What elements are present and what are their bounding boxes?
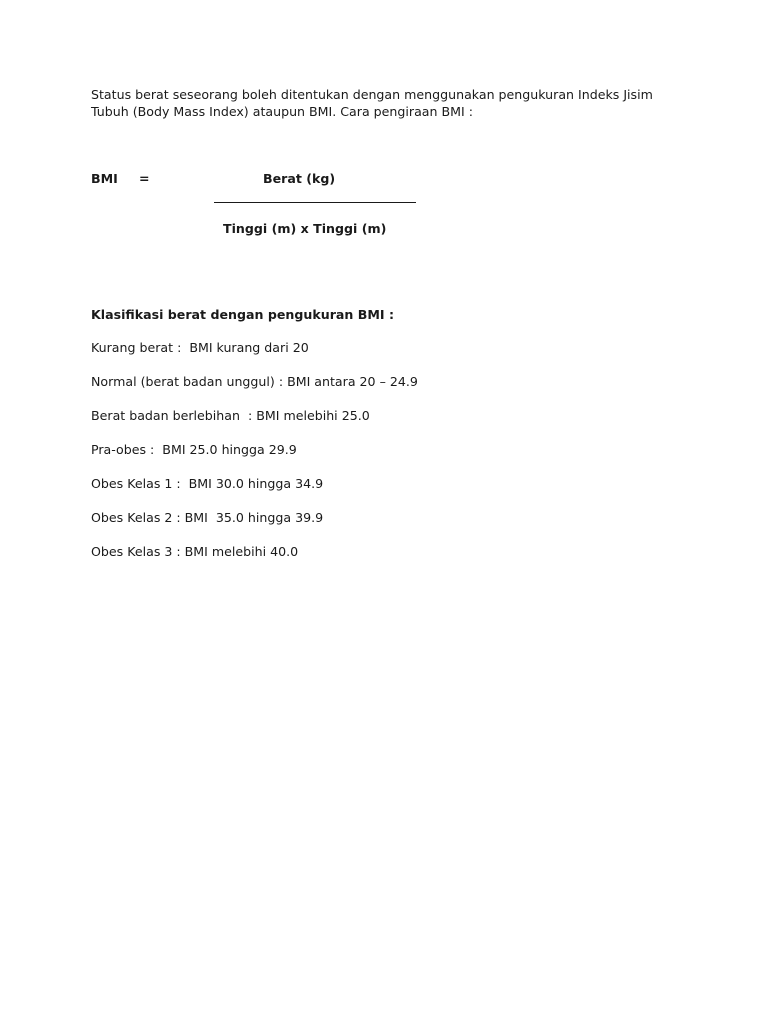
classification-item: Berat badan berlebihan : BMI melebihi 25.0 [91,408,370,423]
fraction-bar [214,202,416,203]
classification-item: Pra-obes : BMI 25.0 hingga 29.9 [91,442,297,457]
classification-list [91,340,418,578]
intro-paragraph: Status berat seseorang boleh ditentukan dengan menggunakan pengukuran Indeks Jisim Tubuh (Body Mass Index) ataupun BMI. Cara pengiraan BMI : [91,87,653,119]
classification-item: Normal (berat badan unggul) : BMI antara 20 – 24.9 [91,374,418,389]
classification-item: Obes Kelas 1 : BMI 30.0 hingga 34.9 [91,476,324,491]
formula-lhs: BMI [91,171,118,186]
formula-numerator: Berat (kg) [263,171,336,186]
classification-item: Kurang berat : BMI kurang dari 20 [91,340,309,355]
classification-item: Obes Kelas 3 : BMI melebihi 40.0 [91,544,299,559]
classification-title: Klasifikasi berat dengan pengukuran BMI : [91,307,394,322]
classification-item: Obes Kelas 2 : BMI 35.0 hingga 39.9 [91,510,324,525]
formula-equals: = [139,171,150,186]
formula-denominator: Tinggi (m) x Tinggi (m) [223,221,387,236]
